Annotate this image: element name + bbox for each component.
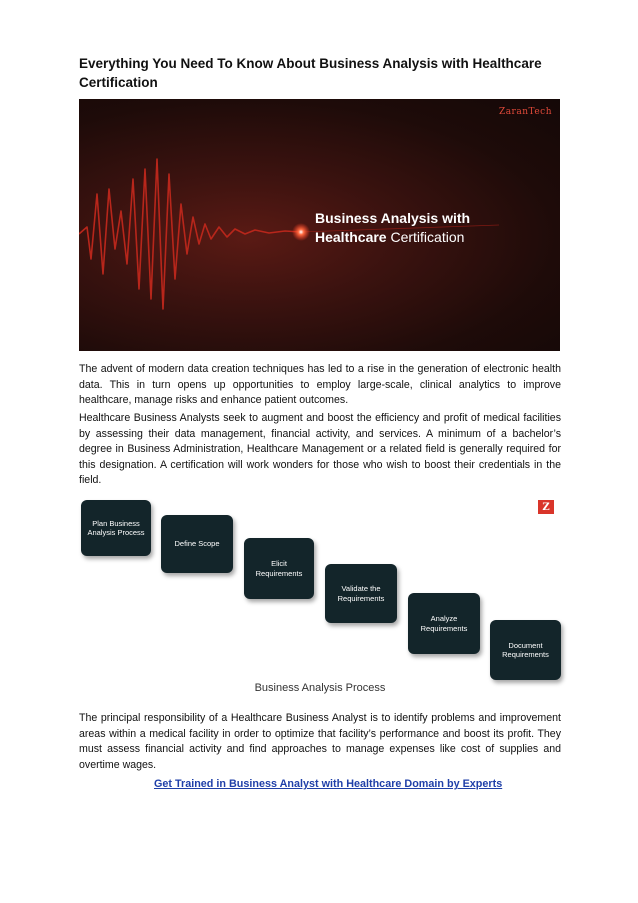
step-analyze: Analyze Requirements (408, 593, 480, 654)
paragraph-analysts: Healthcare Business Analysts seek to augment and boost the efficiency and profit of medical facilities by assessing their data management, financial activity, and services. A minimum of a bachelor’s degree in Business Administration, Healthcare Management or a related field is generally required for this designation. A certification will work wonders for those who wish to boost their credentials in the field. (79, 412, 561, 487)
training-link[interactable]: Get Trained in Business Analyst with Healthcare Domain by Experts (154, 778, 503, 790)
step-elicit: Elicit Requirements (244, 538, 314, 599)
zarantech-logo: ZaranTech (498, 107, 552, 117)
paragraph-responsibility: The principal responsibility of a Healthcare Business Analyst is to identify problems and improvement areas within a medical facility in order to optimize that facility’s performance and boost its profit. They must assess financial activity and find approaches to manage expenses like cost of supplies and overtime wages. (79, 712, 561, 771)
step-plan: Plan Business Analysis Process (81, 500, 151, 556)
diagram-caption: Business Analysis Process (254, 682, 386, 694)
hero-banner-image (79, 99, 560, 351)
hero-heading-bold: Healthcare (315, 229, 387, 245)
hero-heading-line2 (315, 229, 464, 245)
step-validate: Validate the Requirements (325, 564, 397, 623)
step-define-scope: Define Scope (161, 515, 233, 573)
hero-heading-rest: Certification (390, 229, 465, 245)
paragraph-intro: The advent of modern data creation techniques has led to a rise in the generation of electronic health data. This in turn opens up opportunities to employ large-scale, clinical analytics to improve healthcare, manage risks and enhance patient outcomes. (79, 363, 561, 407)
glow-dot-icon (292, 223, 310, 241)
step-document: Document Requirements (490, 620, 561, 680)
page-title: Everything You Need To Know About Business Analysis with Healthcare Certification (79, 56, 542, 90)
zarantech-logo-icon: Z (538, 500, 554, 514)
process-diagram (79, 496, 561, 704)
hero-heading-line1: Business Analysis with (315, 210, 471, 226)
